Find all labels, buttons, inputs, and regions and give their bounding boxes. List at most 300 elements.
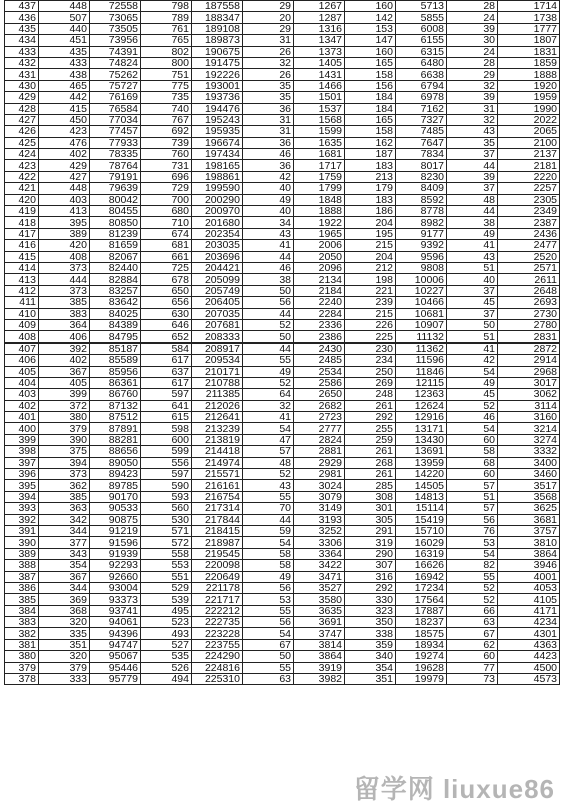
table-cell: 31	[243, 114, 294, 125]
table-cell: 12624	[396, 400, 447, 411]
table-cell: 11596	[396, 355, 447, 366]
table-cell: 378	[5, 674, 39, 685]
table-cell: 223755	[192, 639, 243, 650]
table-cell: 234	[345, 355, 396, 366]
table-cell: 18934	[396, 639, 447, 650]
table-cell: 290	[345, 548, 396, 559]
table-cell: 444	[39, 274, 90, 285]
table-cell: 6978	[396, 92, 447, 103]
table-cell: 448	[39, 1, 90, 12]
table-cell: 6155	[396, 35, 447, 46]
table-cell: 57	[243, 446, 294, 457]
table-cell: 17887	[396, 605, 447, 616]
table-cell: 51	[447, 262, 498, 273]
table-cell: 558	[141, 548, 192, 559]
table-cell: 31	[243, 126, 294, 137]
table-cell: 343	[39, 548, 90, 559]
table-cell: 1568	[294, 114, 345, 125]
table-cell: 41	[447, 343, 498, 355]
table-cell: 220098	[192, 560, 243, 571]
table-cell: 49	[243, 194, 294, 205]
table-cell: 426	[5, 126, 39, 137]
table-cell: 250	[345, 366, 396, 377]
table-row	[5, 617, 560, 628]
table-cell: 530	[141, 514, 192, 525]
table-cell: 70	[243, 503, 294, 514]
score-table	[4, 0, 560, 685]
table-cell: 49	[447, 228, 498, 239]
table-cell: 354	[39, 560, 90, 571]
table-row	[5, 571, 560, 582]
table-cell: 90533	[90, 503, 141, 514]
table-cell: 28	[447, 1, 498, 12]
table-cell: 41	[243, 412, 294, 423]
table-cell: 209534	[192, 355, 243, 366]
table-cell: 8017	[396, 160, 447, 171]
table-cell: 82	[447, 560, 498, 571]
table-cell: 44	[447, 206, 498, 217]
table-cell: 597	[141, 469, 192, 480]
table-cell: 2777	[294, 423, 345, 434]
table-cell: 2006	[294, 240, 345, 251]
table-cell: 435	[5, 23, 39, 34]
table-cell: 385	[39, 491, 90, 502]
table-cell: 529	[141, 582, 192, 593]
table-cell: 389	[39, 228, 90, 239]
table-cell: 1759	[294, 171, 345, 182]
table-row	[5, 103, 560, 114]
table-cell: 382	[5, 628, 39, 639]
table-cell: 92293	[90, 560, 141, 571]
table-cell: 95779	[90, 674, 141, 685]
table-cell: 11846	[396, 366, 447, 377]
table-cell: 80850	[90, 217, 141, 228]
table-cell: 735	[141, 92, 192, 103]
table-cell: 2065	[498, 126, 560, 137]
table-cell: 35	[447, 137, 498, 148]
table-cell: 16029	[396, 537, 447, 548]
table-cell: 1888	[294, 206, 345, 217]
table-cell: 189108	[192, 23, 243, 34]
table-cell: 1990	[498, 103, 560, 114]
table-cell: 1922	[294, 217, 345, 228]
table-cell: 220649	[192, 571, 243, 582]
table-row	[5, 297, 560, 308]
table-cell: 394	[5, 491, 39, 502]
table-cell: 1537	[294, 103, 345, 114]
table-cell: 760	[141, 149, 192, 160]
table-cell: 223228	[192, 628, 243, 639]
table-cell: 388	[5, 560, 39, 571]
table-cell: 80042	[90, 194, 141, 205]
table-cell: 1681	[294, 149, 345, 160]
table-cell: 54	[447, 423, 498, 434]
table-cell: 8592	[396, 194, 447, 205]
table-row	[5, 137, 560, 148]
table-cell: 43	[447, 126, 498, 137]
table-cell: 465	[39, 80, 90, 91]
table-cell: 3460	[498, 469, 560, 480]
table-cell: 77	[447, 662, 498, 673]
table-cell: 3306	[294, 537, 345, 548]
table-cell: 593	[141, 491, 192, 502]
table-cell: 194476	[192, 103, 243, 114]
table-cell: 39	[447, 23, 498, 34]
table-cell: 2611	[498, 274, 560, 285]
table-cell: 46	[243, 149, 294, 160]
table-cell: 3580	[294, 594, 345, 605]
table-cell: 80455	[90, 206, 141, 217]
table-cell: 535	[141, 651, 192, 662]
table-cell: 207681	[192, 319, 243, 330]
table-cell: 52	[243, 469, 294, 480]
table-cell: 14505	[396, 480, 447, 491]
table-cell: 8778	[396, 206, 447, 217]
table-cell: 82884	[90, 274, 141, 285]
table-cell: 402	[5, 400, 39, 411]
table-cell: 291	[345, 525, 396, 536]
table-cell: 55	[243, 355, 294, 366]
table-cell: 396	[5, 469, 39, 480]
table-cell: 12363	[396, 389, 447, 400]
table-cell: 225	[345, 331, 396, 343]
table-cell: 678	[141, 274, 192, 285]
table-cell: 572	[141, 537, 192, 548]
table-row	[5, 651, 560, 662]
table-row	[5, 217, 560, 228]
table-cell: 553	[141, 560, 192, 571]
table-cell: 692	[141, 126, 192, 137]
table-cell: 32	[243, 400, 294, 411]
table-cell: 147	[345, 35, 396, 46]
table-row	[5, 446, 560, 457]
table-cell: 3062	[498, 389, 560, 400]
table-cell: 1959	[498, 92, 560, 103]
table-cell: 76	[447, 525, 498, 536]
table-row	[5, 57, 560, 68]
table-cell: 2184	[294, 285, 345, 296]
table-cell: 73065	[90, 12, 141, 23]
table-cell: 319	[345, 537, 396, 548]
table-cell: 60	[447, 469, 498, 480]
table-cell: 363	[39, 503, 90, 514]
table-cell: 417	[5, 228, 39, 239]
table-cell: 57	[447, 480, 498, 491]
table-cell: 40	[447, 274, 498, 285]
table-cell: 184	[345, 92, 396, 103]
table-cell: 208917	[192, 343, 243, 355]
table-cell: 389	[5, 548, 39, 559]
table-cell: 7834	[396, 149, 447, 160]
table-cell: 395	[39, 217, 90, 228]
table-cell: 372	[39, 400, 90, 411]
table-row	[5, 457, 560, 468]
table-cell: 9596	[396, 251, 447, 262]
table-cell: 77457	[90, 126, 141, 137]
table-cell: 338	[345, 628, 396, 639]
table-cell: 87891	[90, 423, 141, 434]
table-cell: 72558	[90, 1, 141, 12]
table-cell: 29	[447, 69, 498, 80]
table-row	[5, 412, 560, 423]
table-cell: 2022	[498, 114, 560, 125]
table-cell: 2387	[498, 217, 560, 228]
table-row	[5, 503, 560, 514]
table-cell: 3527	[294, 582, 345, 593]
table-cell: 94747	[90, 639, 141, 650]
table-cell: 2134	[294, 274, 345, 285]
table-row	[5, 582, 560, 593]
table-cell: 183	[345, 160, 396, 171]
table-cell: 383	[39, 308, 90, 319]
table-cell: 599	[141, 446, 192, 457]
table-cell: 15419	[396, 514, 447, 525]
table-cell: 3747	[294, 628, 345, 639]
table-row	[5, 514, 560, 525]
table-cell: 95446	[90, 662, 141, 673]
table-cell: 10466	[396, 297, 447, 308]
table-cell: 2050	[294, 251, 345, 262]
table-cell: 59	[243, 525, 294, 536]
table-cell: 44	[243, 308, 294, 319]
table-cell: 187558	[192, 1, 243, 12]
table-cell: 342	[39, 514, 90, 525]
table-cell: 402	[39, 149, 90, 160]
table-cell: 424	[5, 149, 39, 160]
table-cell: 43	[243, 480, 294, 491]
table-cell: 29	[243, 1, 294, 12]
table-cell: 350	[345, 617, 396, 628]
table-row	[5, 183, 560, 194]
table-cell: 77034	[90, 114, 141, 125]
table-cell: 646	[141, 319, 192, 330]
table-cell: 335	[39, 628, 90, 639]
table-cell: 58	[243, 560, 294, 571]
table-cell: 432	[5, 57, 39, 68]
table-cell: 333	[39, 674, 90, 685]
table-cell: 179	[345, 183, 396, 194]
table-cell: 2650	[294, 389, 345, 400]
table-cell: 410	[5, 308, 39, 319]
table-cell: 3982	[294, 674, 345, 685]
table-cell: 36	[243, 103, 294, 114]
table-cell: 2693	[498, 297, 560, 308]
table-cell: 54	[447, 366, 498, 377]
table-cell: 523	[141, 617, 192, 628]
table-row	[5, 628, 560, 639]
table-cell: 63	[447, 617, 498, 628]
table-cell: 202354	[192, 228, 243, 239]
table-cell: 1599	[294, 126, 345, 137]
table-row	[5, 389, 560, 400]
table-cell: 661	[141, 251, 192, 262]
table-cell: 493	[141, 628, 192, 639]
table-cell: 2284	[294, 308, 345, 319]
table-row	[5, 160, 560, 171]
table-cell: 76584	[90, 103, 141, 114]
table-cell: 46	[243, 262, 294, 273]
table-cell: 362	[39, 480, 90, 491]
table-cell: 433	[5, 46, 39, 57]
table-row	[5, 69, 560, 80]
table-cell: 12916	[396, 412, 447, 423]
table-cell: 3814	[294, 639, 345, 650]
table-row	[5, 46, 560, 57]
table-cell: 641	[141, 400, 192, 411]
table-row	[5, 228, 560, 239]
table-cell: 55	[243, 605, 294, 616]
table-cell: 74824	[90, 57, 141, 68]
table-cell: 75262	[90, 69, 141, 80]
table-cell: 10681	[396, 308, 447, 319]
table-cell: 13959	[396, 457, 447, 468]
table-cell: 3364	[294, 548, 345, 559]
table-cell: 390	[5, 537, 39, 548]
table-cell: 6008	[396, 23, 447, 34]
table-cell: 24	[447, 12, 498, 23]
table-row	[5, 605, 560, 616]
table-cell: 38	[447, 217, 498, 228]
table-cell: 3193	[294, 514, 345, 525]
table-cell: 700	[141, 194, 192, 205]
table-cell: 8409	[396, 183, 447, 194]
table-row	[5, 469, 560, 480]
table-cell: 415	[5, 251, 39, 262]
table-cell: 68	[447, 457, 498, 468]
table-cell: 656	[141, 297, 192, 308]
table-cell: 3810	[498, 537, 560, 548]
table-cell: 79639	[90, 183, 141, 194]
table-cell: 434	[5, 35, 39, 46]
table-cell: 213239	[192, 423, 243, 434]
table-cell: 224816	[192, 662, 243, 673]
table-cell: 218415	[192, 525, 243, 536]
table-cell: 158	[345, 126, 396, 137]
table-cell: 3214	[498, 423, 560, 434]
table-cell: 316	[345, 571, 396, 582]
table-cell: 48	[447, 194, 498, 205]
table-cell: 93373	[90, 594, 141, 605]
table-cell: 84795	[90, 331, 141, 343]
table-cell: 600	[141, 434, 192, 445]
table-cell: 7485	[396, 126, 447, 137]
table-cell: 38	[243, 274, 294, 285]
table-row	[5, 171, 560, 182]
table-cell: 617	[141, 377, 192, 388]
table-cell: 1799	[294, 183, 345, 194]
table-cell: 681	[141, 240, 192, 251]
table-row	[5, 1, 560, 12]
table-row	[5, 206, 560, 217]
table-cell: 15710	[396, 525, 447, 536]
table-cell: 5855	[396, 12, 447, 23]
table-cell: 215	[345, 308, 396, 319]
table-cell: 204421	[192, 262, 243, 273]
table-cell: 81239	[90, 228, 141, 239]
table-cell: 2477	[498, 240, 560, 251]
table-cell: 90170	[90, 491, 141, 502]
table-cell: 54	[243, 423, 294, 434]
table-cell: 63	[243, 674, 294, 685]
table-body	[5, 1, 560, 685]
table-cell: 95067	[90, 651, 141, 662]
table-cell: 15114	[396, 503, 447, 514]
table-cell: 54	[243, 537, 294, 548]
table-cell: 45	[447, 389, 498, 400]
table-cell: 3625	[498, 503, 560, 514]
table-cell: 301	[345, 503, 396, 514]
table-cell: 3079	[294, 491, 345, 502]
table-cell: 91219	[90, 525, 141, 536]
table-cell: 14813	[396, 491, 447, 502]
table-cell: 373	[39, 469, 90, 480]
table-cell: 2240	[294, 297, 345, 308]
table-cell: 55	[243, 662, 294, 673]
table-cell: 584	[141, 343, 192, 355]
table-cell: 91596	[90, 537, 141, 548]
table-cell: 405	[5, 366, 39, 377]
table-row	[5, 251, 560, 262]
table-cell: 19274	[396, 651, 447, 662]
table-cell: 187	[345, 149, 396, 160]
table-row	[5, 355, 560, 366]
table-cell: 414	[5, 262, 39, 273]
table-cell: 40	[243, 206, 294, 217]
table-cell: 55	[243, 491, 294, 502]
table-cell: 40	[243, 183, 294, 194]
table-cell: 52	[447, 594, 498, 605]
table-cell: 380	[5, 651, 39, 662]
table-row	[5, 639, 560, 650]
table-cell: 44	[243, 514, 294, 525]
table-cell: 35	[243, 80, 294, 91]
table-row	[5, 285, 560, 296]
table-cell: 6638	[396, 69, 447, 80]
table-cell: 87132	[90, 400, 141, 411]
table-cell: 1431	[294, 69, 345, 80]
table-cell: 88281	[90, 434, 141, 445]
table-cell: 652	[141, 331, 192, 343]
table-cell: 210171	[192, 366, 243, 377]
table-cell: 18237	[396, 617, 447, 628]
table-cell: 409	[5, 319, 39, 330]
table-cell: 221717	[192, 594, 243, 605]
table-row	[5, 126, 560, 137]
table-cell: 37	[447, 149, 498, 160]
table-cell: 219545	[192, 548, 243, 559]
table-cell: 89785	[90, 480, 141, 491]
table-cell: 255	[345, 423, 396, 434]
table-cell: 94396	[90, 628, 141, 639]
table-cell: 407	[5, 343, 39, 355]
table-cell: 2305	[498, 194, 560, 205]
table-cell: 408	[5, 331, 39, 343]
table-cell: 775	[141, 80, 192, 91]
table-cell: 351	[39, 639, 90, 650]
table-cell: 3149	[294, 503, 345, 514]
table-cell: 3568	[498, 491, 560, 502]
table-cell: 86760	[90, 389, 141, 400]
table-cell: 91939	[90, 548, 141, 559]
table-cell: 3160	[498, 412, 560, 423]
table-cell: 9177	[396, 228, 447, 239]
table-cell: 214974	[192, 457, 243, 468]
table-cell: 740	[141, 103, 192, 114]
table-cell: 384	[5, 605, 39, 616]
table-cell: 47	[243, 434, 294, 445]
table-cell: 2872	[498, 343, 560, 355]
table-cell: 364	[39, 319, 90, 330]
